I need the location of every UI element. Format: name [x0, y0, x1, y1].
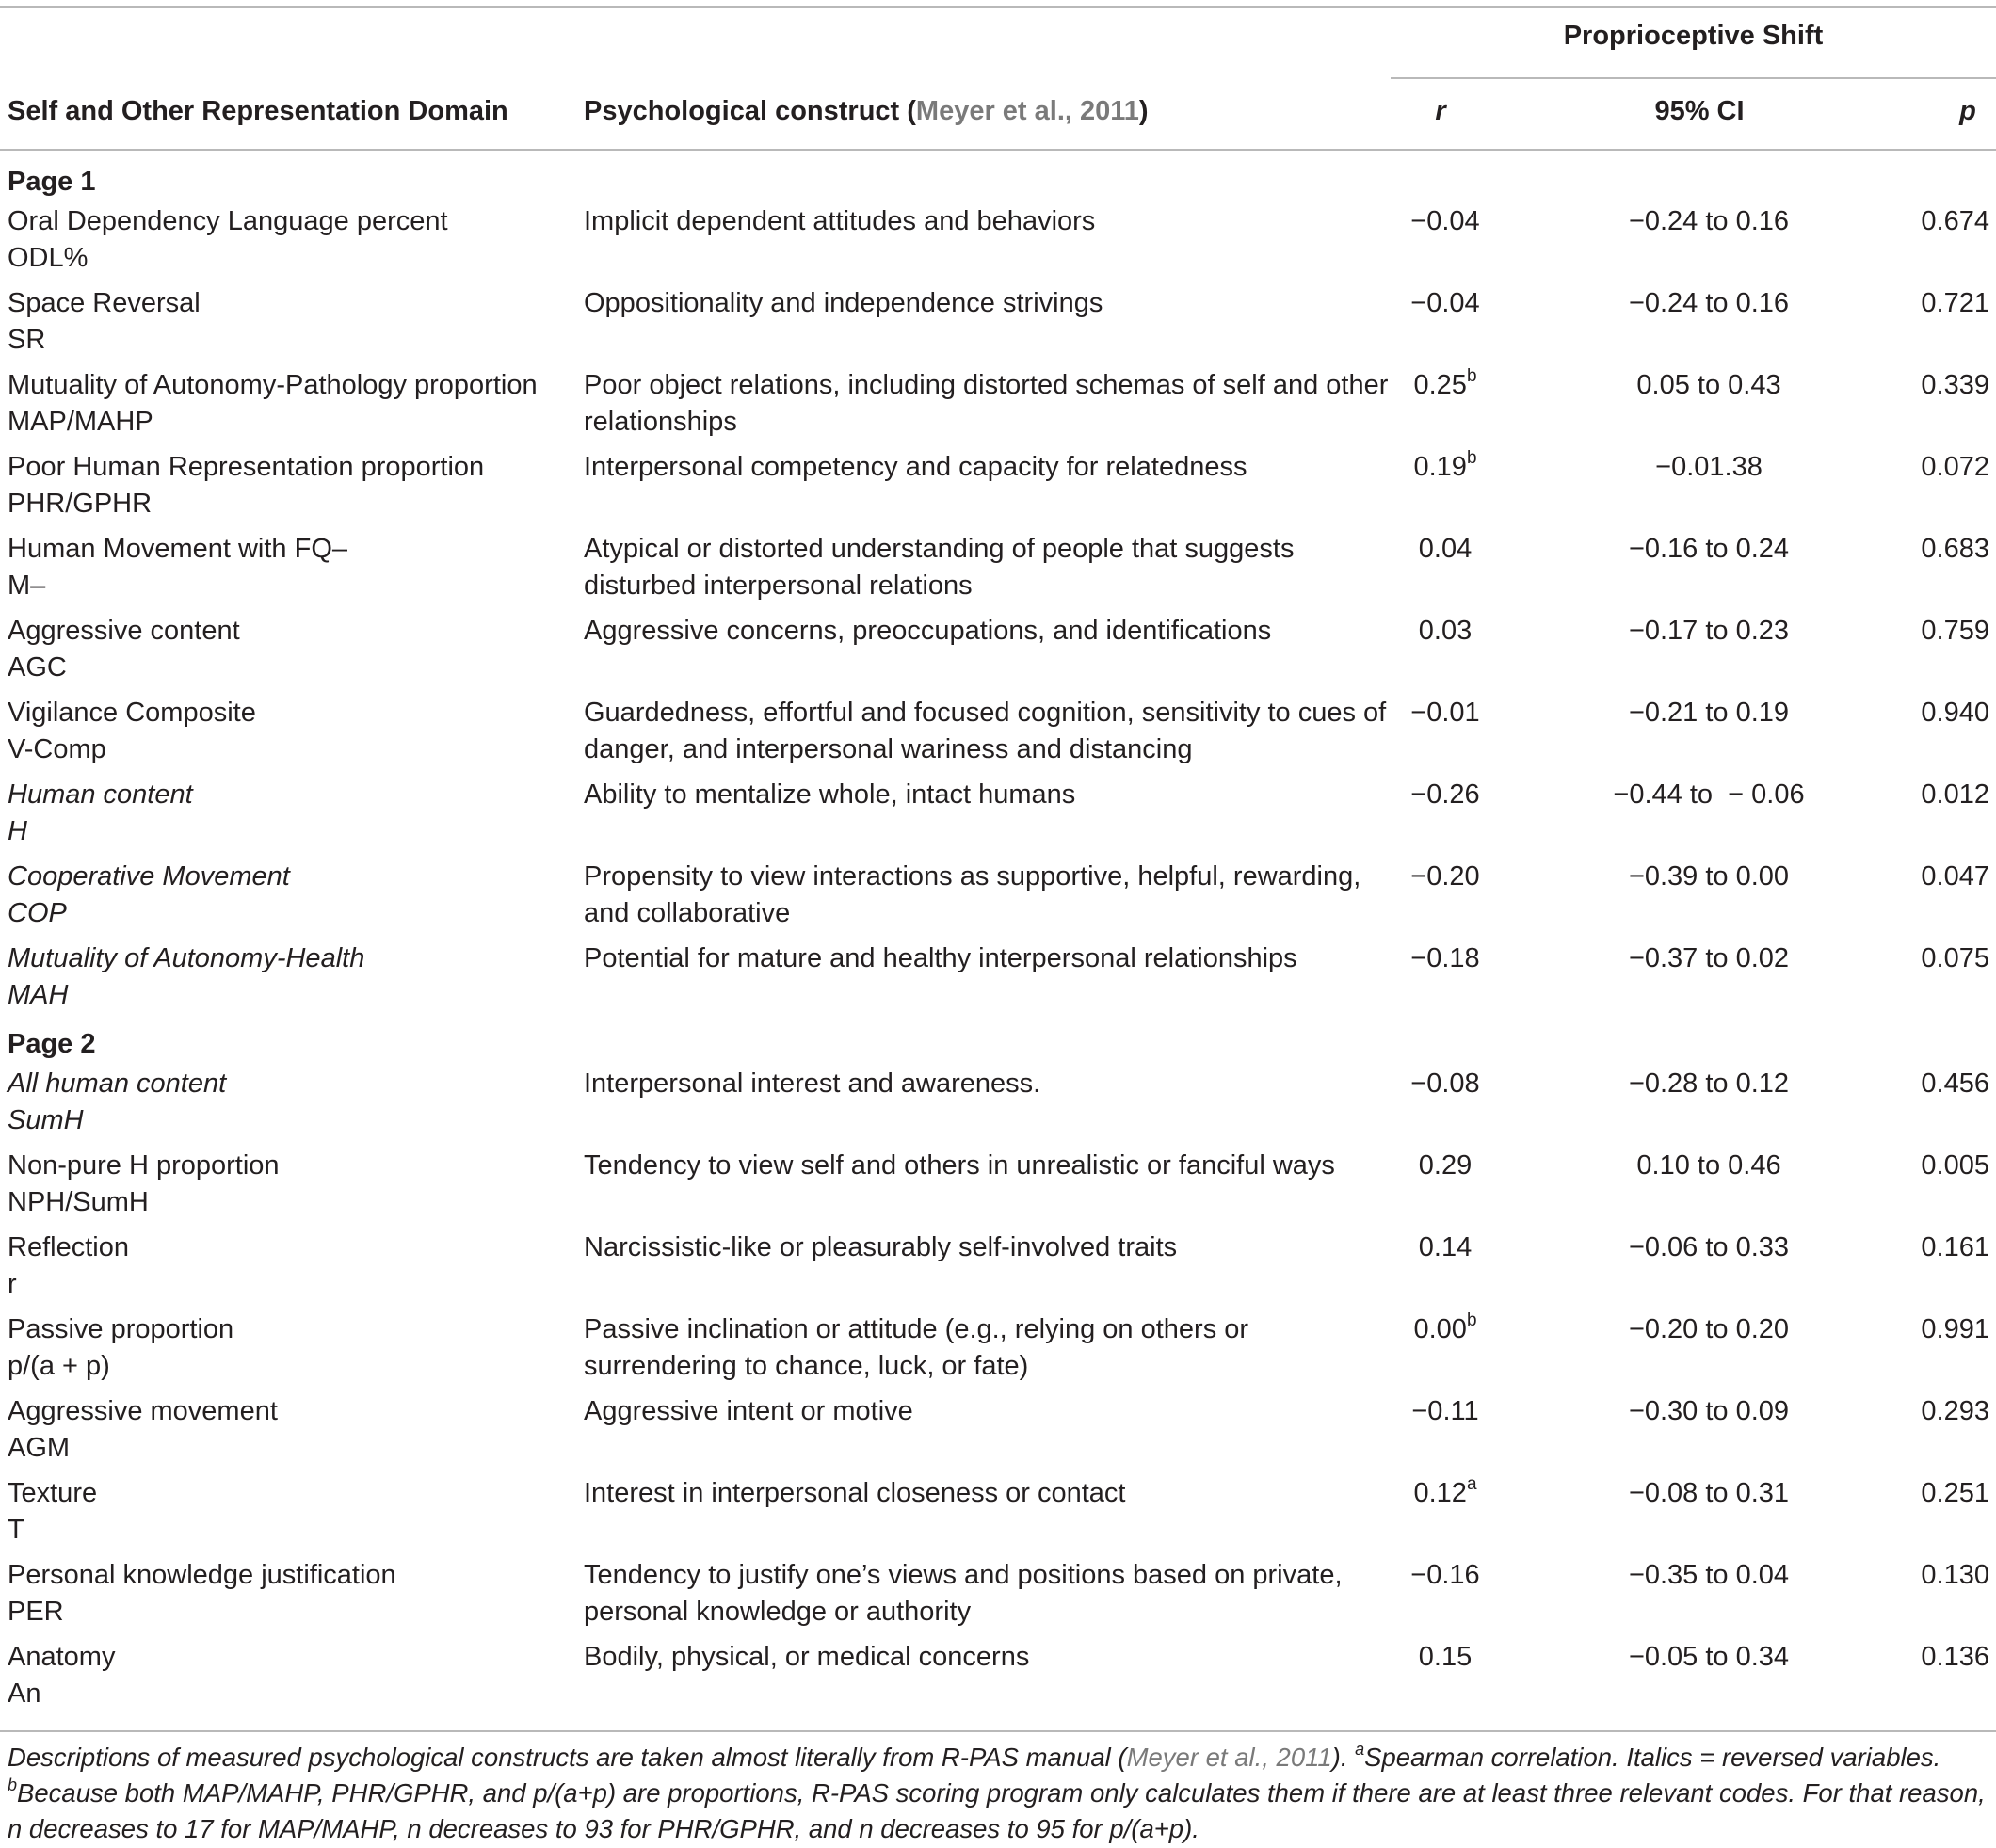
- variable-name: Personal knowledge justification: [8, 1560, 396, 1590]
- domain-cell: [8, 1393, 572, 1467]
- section-heading: Page 1: [8, 167, 96, 197]
- p-cell: 0.047: [1921, 861, 1989, 892]
- r-value: −0.04: [1410, 206, 1480, 236]
- table-row: [0, 1066, 1996, 1148]
- variable-name: Mutuality of Autonomy-Pathology proportion: [8, 370, 538, 400]
- table-row: [0, 613, 1996, 695]
- variable-name: Space Reversal: [8, 288, 201, 318]
- construct-cell: Interest in interpersonal closeness or contact: [584, 1478, 1126, 1508]
- r-cell: [1384, 1311, 1506, 1348]
- variable-code: ODL%: [8, 243, 89, 273]
- variable-code: An: [8, 1679, 41, 1709]
- r-value: −0.04: [1410, 288, 1480, 318]
- r-value: −0.08: [1410, 1069, 1480, 1099]
- construct-cell: Interpersonal competency and capacity for relatedness: [584, 452, 1248, 482]
- variable-code: T: [8, 1515, 24, 1545]
- r-cell: [1384, 1393, 1506, 1430]
- variable-code: AGM: [8, 1433, 71, 1463]
- table-row: [0, 1148, 1996, 1229]
- domain-cell: [8, 285, 572, 359]
- table-row: [0, 531, 1996, 613]
- r-cell: [1384, 695, 1506, 731]
- construct-cell: Implicit dependent attitudes and behaviors: [584, 206, 1096, 236]
- r-value: −0.11: [1411, 1396, 1479, 1426]
- table-row: [0, 1229, 1996, 1311]
- footnote-b-marker: b: [8, 1775, 18, 1794]
- domain-cell: [8, 367, 572, 441]
- domain-cell: [8, 940, 572, 1014]
- ci-cell: −0.08 to 0.31: [1628, 1478, 1790, 1508]
- domain-cell: [8, 1311, 572, 1385]
- r-footnote-marker: a: [1466, 1474, 1477, 1495]
- ci-cell: −0.24 to 0.16: [1628, 288, 1790, 318]
- variable-name: Non-pure H proportion: [8, 1150, 280, 1181]
- table-row: [0, 1557, 1996, 1639]
- r-value: −0.01: [1410, 698, 1480, 728]
- p-cell: 0.721: [1921, 288, 1989, 318]
- r-value: −0.16: [1410, 1560, 1480, 1590]
- r-cell: [1384, 859, 1506, 895]
- variable-name: Vigilance Composite: [8, 698, 256, 728]
- variable-code: AGC: [8, 652, 67, 683]
- p-cell: 0.456: [1921, 1069, 1989, 1099]
- ci-cell: −0.05 to 0.34: [1628, 1642, 1790, 1672]
- variable-code: H: [8, 816, 27, 846]
- footnote-reference-link[interactable]: Meyer et al., 2011: [1126, 1743, 1332, 1772]
- ci-cell: −0.24 to 0.16: [1628, 206, 1790, 236]
- ci-cell: −0.44 to − 0.06: [1613, 779, 1805, 810]
- construct-cell: Passive inclination or attitude (e.g., relying on others or surrendering to chance, luck, or fate): [584, 1314, 1249, 1381]
- r-value: −0.26: [1410, 779, 1480, 810]
- variable-name: Poor Human Representation proportion: [8, 452, 485, 482]
- ci-cell: −0.28 to 0.12: [1628, 1069, 1790, 1099]
- footnote-a-text: Spearman correlation. Italics = reversed variables.: [1364, 1743, 1941, 1772]
- ci-cell: −0.39 to 0.00: [1628, 861, 1790, 892]
- r-cell: [1384, 285, 1506, 322]
- domain-cell: [8, 613, 572, 686]
- r-value: 0.00: [1413, 1314, 1467, 1344]
- domain-cell: [8, 859, 572, 932]
- construct-cell: Interpersonal interest and awareness.: [584, 1069, 1041, 1099]
- variable-name: Oral Dependency Language percent: [8, 206, 448, 236]
- r-cell: [1384, 1148, 1506, 1184]
- p-cell: 0.251: [1921, 1478, 1989, 1508]
- variable-code: PER: [8, 1597, 64, 1627]
- construct-cell: Aggressive intent or motive: [584, 1396, 913, 1426]
- p-cell: 0.005: [1921, 1150, 1989, 1181]
- variable-name: Aggressive movement: [8, 1396, 278, 1426]
- table-row: [0, 1311, 1996, 1393]
- domain-cell: [8, 777, 572, 850]
- ci-cell: −0.20 to 0.20: [1628, 1314, 1790, 1344]
- variable-code: MAH: [8, 980, 69, 1010]
- ci-cell: −0.01.38: [1655, 452, 1763, 482]
- variable-name: Passive proportion: [8, 1314, 234, 1344]
- column-header-r: r: [1435, 96, 1446, 126]
- construct-cell: Guardedness, effortful and focused cognition, sensitivity to cues of danger, and interpersonal wariness and distancing: [584, 698, 1387, 764]
- variable-code: p/(a + p): [8, 1351, 110, 1381]
- r-cell: [1384, 449, 1506, 486]
- top-rule: [0, 6, 1996, 8]
- group-header-proprioceptive-shift: Proprioceptive Shift: [1563, 21, 1824, 51]
- domain-cell: [8, 203, 572, 277]
- p-cell: 0.161: [1921, 1232, 1989, 1262]
- p-cell: 0.940: [1921, 698, 1989, 728]
- p-cell: 0.072: [1921, 452, 1989, 482]
- r-footnote-marker: b: [1466, 448, 1477, 469]
- r-value: 0.03: [1418, 616, 1473, 646]
- ci-cell: −0.16 to 0.24: [1628, 534, 1790, 564]
- variable-code: r: [8, 1269, 17, 1299]
- table-row: [0, 940, 1996, 1022]
- variable-code: COP: [8, 898, 67, 928]
- domain-cell: [8, 1557, 572, 1631]
- ci-cell: −0.17 to 0.23: [1628, 616, 1790, 646]
- variable-name: Cooperative Movement: [8, 861, 290, 892]
- ci-cell: −0.06 to 0.33: [1628, 1232, 1790, 1262]
- footnote-suffix: ).: [1331, 1743, 1348, 1772]
- construct-cell: Tendency to view self and others in unrealistic or fanciful ways: [584, 1150, 1335, 1181]
- domain-cell: [8, 1475, 572, 1549]
- p-cell: 0.674: [1921, 206, 1989, 236]
- r-value: 0.15: [1418, 1642, 1473, 1672]
- variable-name: Mutuality of Autonomy-Health: [8, 943, 365, 973]
- construct-cell: Aggressive concerns, preoccupations, and identifications: [584, 616, 1272, 646]
- r-cell: [1384, 367, 1506, 404]
- ci-cell: −0.37 to 0.02: [1628, 943, 1790, 973]
- p-cell: 0.759: [1921, 616, 1989, 646]
- variable-code: SumH: [8, 1105, 84, 1135]
- column-header-construct: [584, 96, 1149, 127]
- r-value: 0.04: [1418, 534, 1473, 564]
- r-value: 0.12: [1413, 1478, 1467, 1508]
- table-body: [0, 160, 1996, 1721]
- footnote-a-marker: a: [1355, 1739, 1365, 1759]
- table-row: [0, 1393, 1996, 1475]
- construct-header-prefix: Psychological construct (: [584, 96, 916, 126]
- column-header-ci: 95% CI: [1654, 96, 1745, 126]
- ci-cell: −0.35 to 0.04: [1628, 1560, 1790, 1590]
- variable-code: V-Comp: [8, 734, 106, 764]
- ci-cell: 0.05 to 0.43: [1636, 370, 1781, 400]
- construct-cell: Potential for mature and healthy interpersonal relationships: [584, 943, 1297, 973]
- r-cell: [1384, 531, 1506, 568]
- table-row: [0, 449, 1996, 531]
- construct-cell: Narcissistic-like or pleasurably self-involved traits: [584, 1232, 1178, 1262]
- r-value: 0.14: [1418, 1232, 1473, 1262]
- r-cell: [1384, 1229, 1506, 1266]
- table-row: [0, 1639, 1996, 1721]
- construct-cell: Tendency to justify one’s views and positions based on private, personal knowledge or authority: [584, 1560, 1343, 1627]
- column-header-p: p: [1959, 96, 1976, 126]
- p-cell: 0.991: [1921, 1314, 1989, 1344]
- r-footnote-marker: b: [1466, 1310, 1477, 1331]
- construct-cell: Poor object relations, including distorted schemas of self and other relationships: [584, 370, 1389, 437]
- construct-cell: Bodily, physical, or medical concerns: [584, 1642, 1030, 1672]
- r-cell: [1384, 1639, 1506, 1676]
- variable-name: Human Movement with FQ–: [8, 534, 348, 564]
- construct-header-suffix: ): [1138, 96, 1149, 126]
- p-cell: 0.012: [1921, 779, 1989, 810]
- variable-code: PHR/GPHR: [8, 489, 153, 519]
- construct-cell: Oppositionality and independence strivings: [584, 288, 1103, 318]
- group-header-rule: [1391, 77, 1996, 79]
- r-value: 0.29: [1418, 1150, 1473, 1181]
- p-cell: 0.136: [1921, 1642, 1989, 1672]
- footnote-prefix: Descriptions of measured psychological constructs are taken almost literally from R-PAS manual (: [8, 1743, 1127, 1772]
- ci-cell: −0.21 to 0.19: [1628, 698, 1790, 728]
- variable-name: Texture: [8, 1478, 98, 1508]
- construct-cell: Ability to mentalize whole, intact humans: [584, 779, 1076, 810]
- r-value: −0.18: [1410, 943, 1480, 973]
- domain-cell: [8, 449, 572, 522]
- r-cell: [1384, 1475, 1506, 1512]
- table-row: [0, 859, 1996, 940]
- column-header-domain: Self and Other Representation Domain: [8, 96, 508, 126]
- bottom-rule: [0, 1730, 1996, 1732]
- table-row: [0, 695, 1996, 777]
- variable-name: Reflection: [8, 1232, 129, 1262]
- domain-cell: [8, 1148, 572, 1221]
- table-row: [0, 285, 1996, 367]
- ci-cell: −0.30 to 0.09: [1628, 1396, 1790, 1426]
- domain-cell: [8, 695, 572, 768]
- r-cell: [1384, 1557, 1506, 1594]
- domain-cell: [8, 1066, 572, 1139]
- variable-code: MAP/MAHP: [8, 407, 153, 437]
- r-cell: [1384, 613, 1506, 650]
- construct-header-reference-link[interactable]: Meyer et al., 2011: [915, 96, 1139, 126]
- variable-name: Anatomy: [8, 1642, 116, 1672]
- p-cell: 0.339: [1921, 370, 1989, 400]
- r-cell: [1384, 940, 1506, 977]
- table-row: [0, 367, 1996, 449]
- variable-name: All human content: [8, 1069, 227, 1099]
- domain-cell: [8, 1229, 572, 1303]
- section-heading: Page 2: [8, 1029, 96, 1059]
- p-cell: 0.683: [1921, 534, 1989, 564]
- domain-cell: [8, 1639, 572, 1712]
- r-value: 0.25: [1413, 370, 1467, 400]
- construct-cell: Propensity to view interactions as supportive, helpful, rewarding, and collaborative: [584, 861, 1361, 928]
- r-footnote-marker: b: [1466, 366, 1477, 387]
- r-cell: [1384, 203, 1506, 240]
- ci-cell: 0.10 to 0.46: [1636, 1150, 1781, 1181]
- p-cell: 0.293: [1921, 1396, 1989, 1426]
- construct-cell: Atypical or distorted understanding of people that suggests disturbed interpersonal relations: [584, 534, 1295, 601]
- header-rule: [0, 149, 1996, 151]
- r-value: −0.20: [1410, 861, 1480, 892]
- p-cell: 0.130: [1921, 1560, 1989, 1590]
- table-footnote: [8, 1740, 1992, 1847]
- variable-code: SR: [8, 325, 46, 355]
- domain-cell: [8, 531, 572, 604]
- r-cell: [1384, 777, 1506, 813]
- variable-code: M–: [8, 570, 46, 601]
- table-row: [0, 203, 1996, 285]
- table-row: [0, 1475, 1996, 1557]
- table-row: [0, 777, 1996, 859]
- variable-code: NPH/SumH: [8, 1187, 149, 1217]
- footnote-b-text: Because both MAP/MAHP, PHR/GPHR, and p/(a+p) are proportions, R-PAS scoring program only calculates them if there are at least three relevant codes. For that reason, n decreases to 17 for MAP/MAHP, n decreases to 93 for PHR/GPHR, and n decreases to 95 for p/(a+p).: [8, 1778, 1986, 1843]
- p-cell: 0.075: [1921, 943, 1989, 973]
- r-value: 0.19: [1413, 452, 1467, 482]
- r-cell: [1384, 1066, 1506, 1102]
- variable-name: Human content: [8, 779, 193, 810]
- variable-name: Aggressive content: [8, 616, 240, 646]
